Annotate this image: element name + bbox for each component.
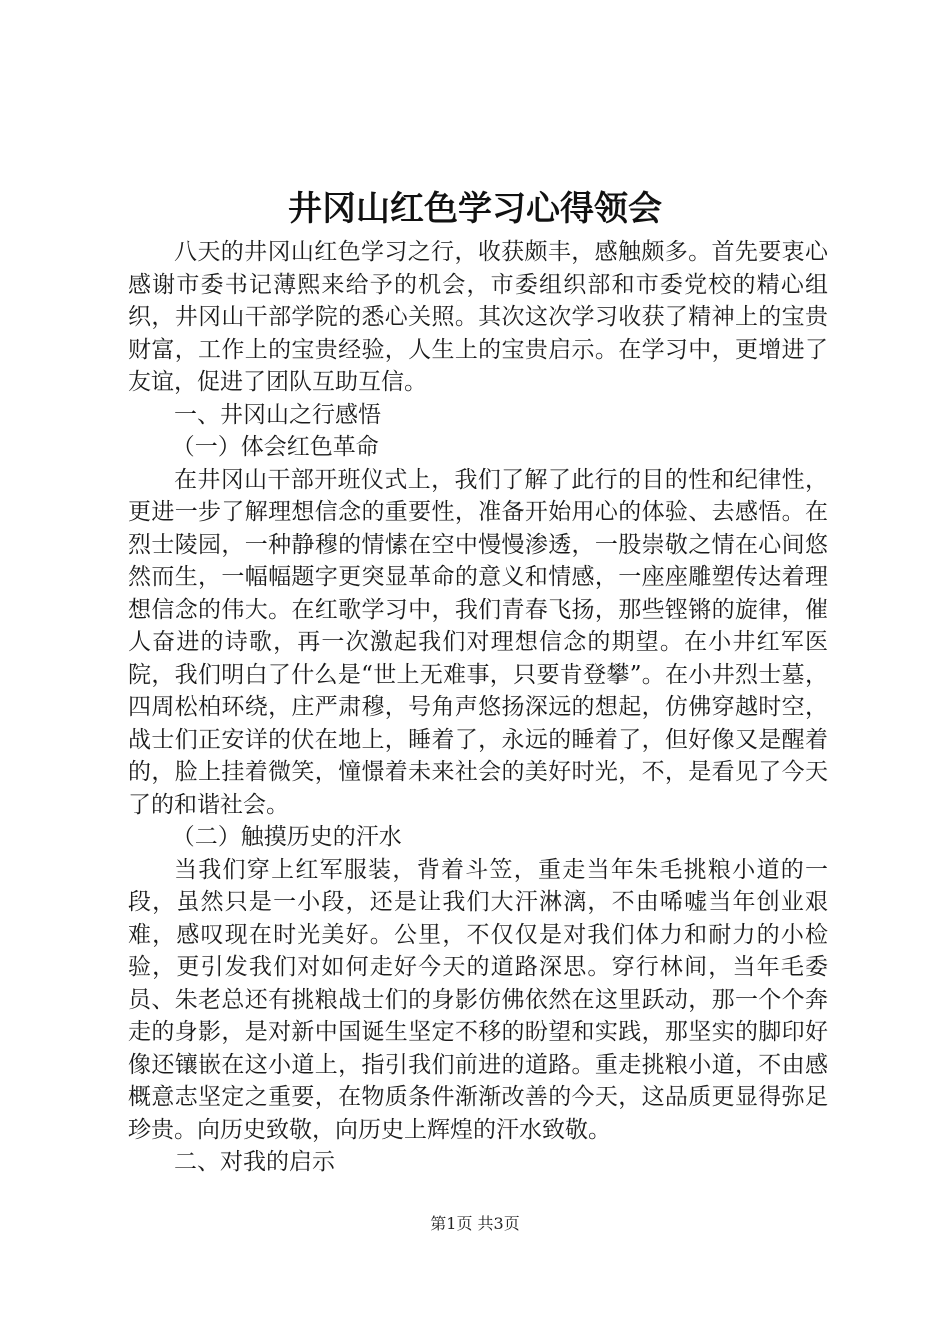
section-heading-1: 一、井冈山之行感悟 — [174, 401, 381, 428]
section-heading-2: 二、对我的启示 — [174, 1149, 335, 1175]
document-body — [128, 236, 828, 1179]
page-footer: 第1页 共3页 — [430, 1214, 520, 1233]
subsection-heading-1: （一）体会红色革命 — [171, 434, 379, 460]
subsection-heading-2: （二）触摸历史的汗水 — [171, 824, 402, 850]
body-paragraph-1: 在井冈山干部开班仪式上，我们了解了此行的目的性和纪律性，更进一步了解理想信念的重要性，准备开始用心的体验、去感悟。在烈士陵园，一种静穆的情愫在空中慢慢渗透，一股崇敬之情在心间悠然而生，一幅幅题字更突显革命的意义和情感，一座座雕塑传达着理想信念的伟大。在红歌学习中，我们青春飞扬，那些铿锵的旋律，催人奋进的诗歌，再一次激起我们对理想信念的期望。在小井红军医院，我们明白了什么是“世上无难事，只要肯登攀”。在小井烈士墓，四周松柏环绕，庄严肃穆，号角声悠扬深远的想起，仿佛穿越时空，战士们正安详的伏在地上，睡着了，永远的睡着了，但好像又是醒着的，脸上挂着微笑，憧憬着未来社会的美好时光，不，是看见了今天了的和谐社会。 — [128, 466, 828, 818]
body-paragraph-2: 当我们穿上红军服装，背着斗笠，重走当年朱毛挑粮小道的一段，虽然只是一小段，还是让我们大汗淋漓，不由唏嘘当年创业艰难，感叹现在时光美好。公里，不仅仅是对我们体力和耐力的小检验，更引发我们对如何走好今天的道路深思。穿行林间，当年毛委员、朱老总还有挑粮战士们的身影仿佛依然在这里跃动，那一个个奔走的身影，是对新中国诞生坚定不移的盼望和实践，那坚实的脚印好像还镶嵌在这小道上，指引我们前进的道路。重走挑粮小道，不由感概意志坚定之重要，在物质条件渐渐改善的今天，这品质更显得弥足珍贵。向历史致敬，向历史上辉煌的汗水致敬。 — [128, 856, 828, 1143]
intro-paragraph: 八天的井冈山红色学习之行，收获颇丰，感触颇多。首先要衷心感谢市委书记薄熙来给予的机会，市委组织部和市委党校的精心组织，井冈山干部学院的悉心关照。其次这次学习收获了精神上的宝贵财富，工作上的宝贵经验，人生上的宝贵启示。在学习中，更增进了友谊，促进了团队互助互信。 — [128, 239, 828, 395]
document-title: 井冈山红色学习心得领会 — [288, 189, 662, 229]
